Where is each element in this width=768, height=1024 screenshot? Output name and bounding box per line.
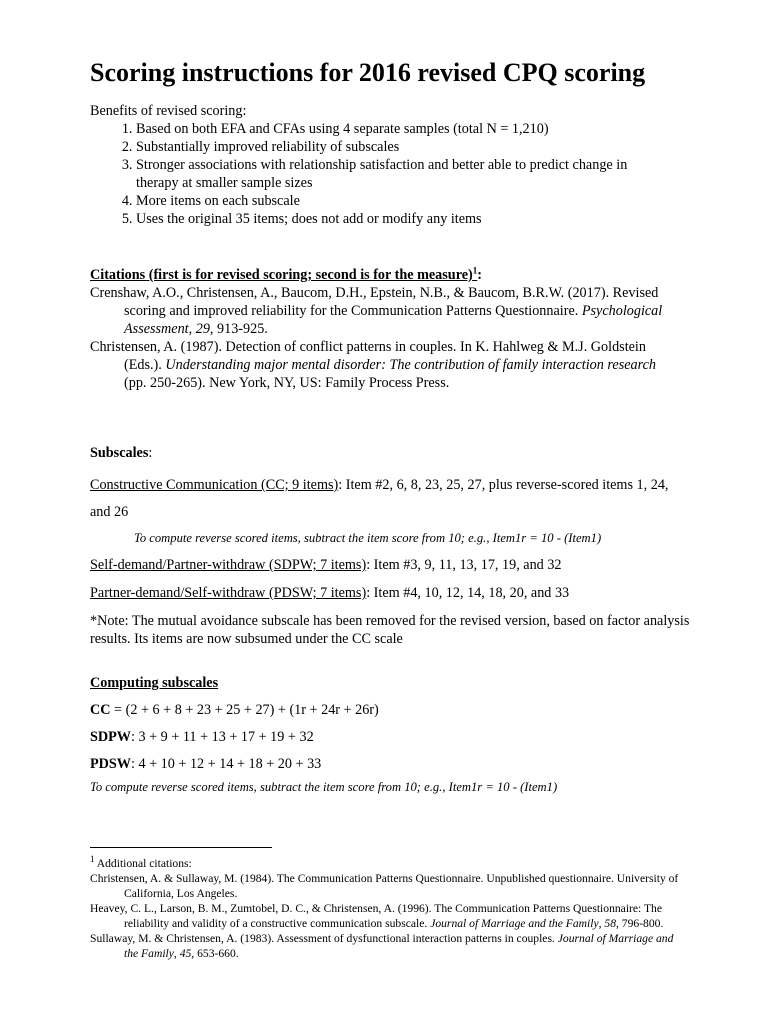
benefit-item: 4. More items on each subscale [136, 192, 690, 210]
footnote-ref-1: Christensen, A. & Sullaway, M. (1984). The Communication Patterns Questionnaire. Unpublished questionnaire. University of California, Los Angeles. [90, 872, 679, 900]
citations-heading: Citations (first is for revised scoring; second is for the measure)$^1$: [90, 265, 482, 283]
benefits-heading: Benefits of revised scoring: [90, 103, 247, 119]
citation-measure: Christensen, A. (1987). Detection of conflict patterns in couples. In K. Hahlweg & M.J. Goldstein (Eds.). Understanding major mental disorder: The contribution of family interaction research (pp. 250-265). New York, NY, US: Family Process Press. [90, 339, 656, 391]
benefit-item: 2. Substantially improved reliability of subscales [136, 138, 690, 156]
mutual-avoidance-note: *Note: The mutual avoidance subscale has been removed for the revised version, based on factor analysis results. Its items are now subsumed under the CC scale [90, 613, 690, 647]
subscale-cc: Constructive Communication (CC; 9 items): Item #2, 6, 8, 23, 25, 27, plus reverse-scored items 1, 24, and 26 [90, 477, 669, 520]
footnote-divider [90, 847, 272, 848]
citation-revised-scoring: Crenshaw, A.O., Christensen, A., Baucom, D.H., Epstein, N.B., & Baucom, B.R.W. (2017). Revised scoring and improved reliability for the Communication Patterns Questionnaire. Psychological Assessment, 29, 913-925. [90, 285, 663, 337]
formula-sdpw: SDPW: 3 + 9 + 11 + 13 + 17 + 19 + 32 [90, 729, 314, 745]
footnote-section [90, 847, 690, 961]
formula-cc: CC = (2 + 6 + 8 + 23 + 25 + 27) + (1r + 24r + 26r) [90, 702, 379, 718]
benefit-item: 1. Based on both EFA and CFAs using 4 separate samples (total N = 1,210) [136, 120, 690, 138]
benefit-item: 3. Stronger associations with relationship satisfaction and better able to predict change in therapy at smaller sample sizes [136, 156, 690, 192]
computing-heading: Computing subscales [90, 675, 219, 691]
page-title: Scoring instructions for 2016 revised CPQ scoring [90, 58, 646, 87]
document-body [90, 58, 690, 961]
subscale-sdpw: Self-demand/Partner-withdraw (SDPW; 7 items): Item #3, 9, 11, 13, 17, 19, and 32 [90, 557, 562, 573]
subscale-pdsw: Partner-demand/Self-withdraw (PDSW; 7 items): Item #4, 10, 12, 14, 18, 20, and 33 [90, 585, 570, 601]
formula-pdsw: PDSW: 4 + 10 + 12 + 14 + 18 + 20 + 33 [90, 756, 322, 772]
footnote-ref-2: Heavey, C. L., Larson, B. M., Zumtobel, D. C., & Christensen, A. (1996). The Communication Patterns Questionnaire: The reliability and validity of a constructive communication subscale. Journal of Marriage and the Family, 58, 796-800. [90, 902, 664, 930]
reverse-score-note: To compute reverse scored items, subtract the item score from 10; e.g., Item1r = 10 - (Item1) [134, 531, 602, 545]
benefits-list [90, 120, 690, 228]
subscales-heading: Subscales: [90, 445, 153, 461]
footnote-heading: $^1$ Additional citations: [90, 854, 192, 870]
benefit-item: 5. Uses the original 35 items; does not add or modify any items [136, 210, 690, 228]
footnote-ref-3: Sullaway, M. & Christensen, A. (1983). Assessment of dysfunctional interaction patterns in couples. Journal of Marriage and the Family, 45, 653-660. [90, 932, 674, 960]
computing-reverse-note: To compute reverse scored items, subtract the item score from 10; e.g., Item1r = 10 - (Item1) [90, 780, 558, 794]
